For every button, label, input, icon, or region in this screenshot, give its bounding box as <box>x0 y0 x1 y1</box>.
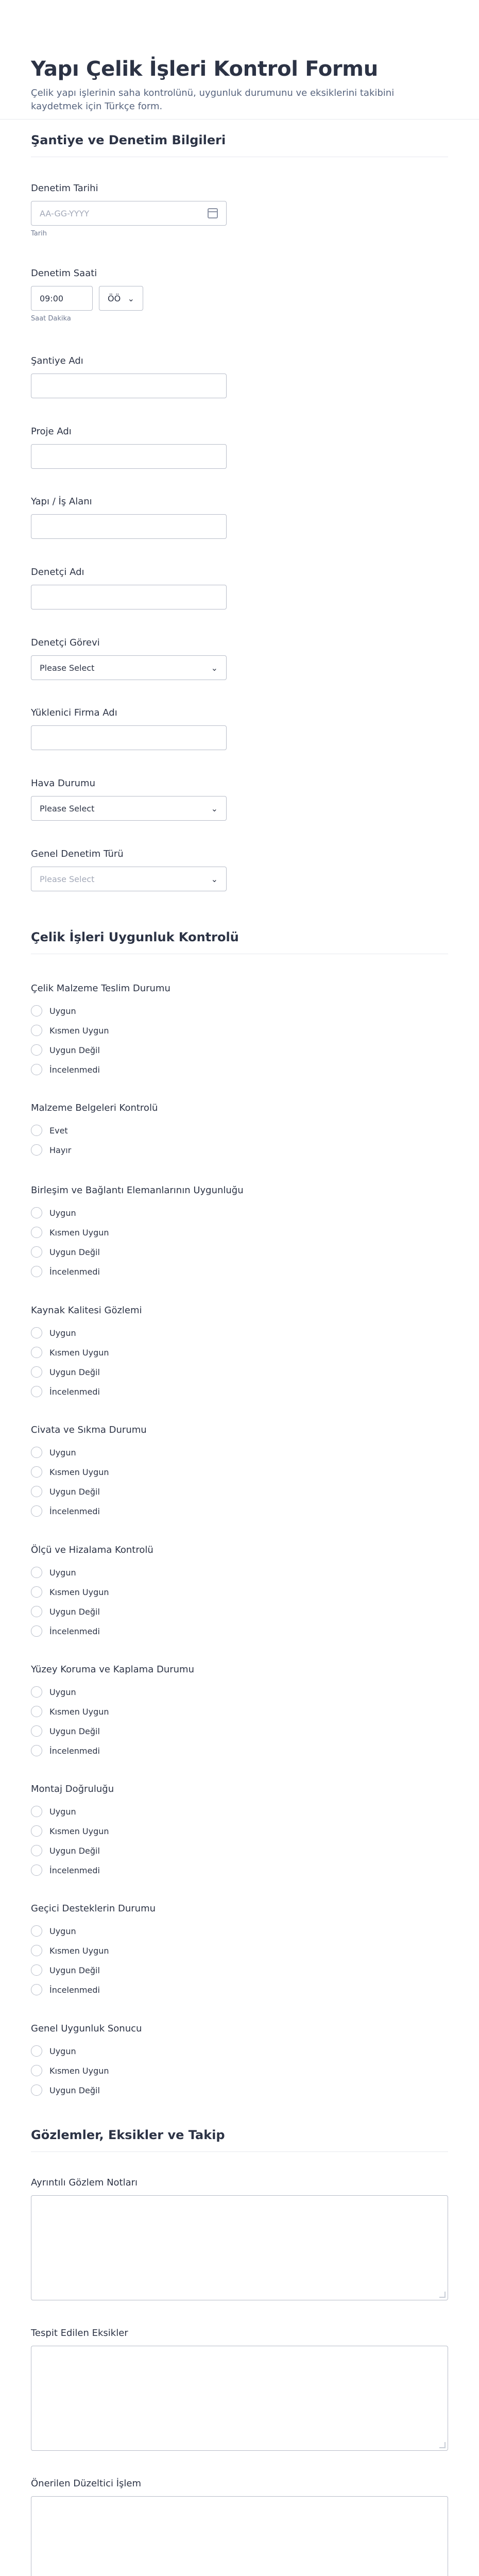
inspector-name-field <box>31 567 227 609</box>
radio-label: Kısmen Uygun <box>49 1227 109 1238</box>
radio-label: Uygun <box>49 1006 76 1016</box>
radio-button[interactable] <box>31 1466 42 1478</box>
field-label: Denetçi Görevi <box>31 637 100 648</box>
radio-option[interactable] <box>31 1921 156 1941</box>
compliance-question <box>31 1784 114 1880</box>
time-input[interactable] <box>31 286 93 311</box>
radio-option[interactable] <box>31 1741 194 1760</box>
radio-option[interactable] <box>31 1262 244 1281</box>
inspector-name-input[interactable] <box>31 585 227 609</box>
radio-button[interactable] <box>31 1505 42 1517</box>
time-value: 09:00 <box>40 293 64 303</box>
field-label: Proje Adı <box>31 426 72 437</box>
radio-option[interactable] <box>31 2080 142 2100</box>
inspection-type-field <box>31 849 227 891</box>
radio-label: Kısmen Uygun <box>49 1706 109 1717</box>
form-title: Yapı Çelik İşleri Kontrol Formu <box>31 57 378 81</box>
inspection-time-field <box>31 268 143 323</box>
work-area-input[interactable] <box>31 514 227 539</box>
radio-label: Uygun Değil <box>49 1845 100 1856</box>
section-title: Gözlemler, Eksikler ve Takip <box>31 2128 225 2142</box>
radio-label: Uygun <box>49 1687 76 1697</box>
radio-label: Uygun Değil <box>49 1247 100 1257</box>
field-label: Birleşim ve Bağlantı Elemanlarının Uygunluğu <box>31 1185 244 1196</box>
field-label: Şantiye Adı <box>31 355 83 366</box>
site-name-input[interactable] <box>31 374 227 398</box>
field-label: Denetim Tarihi <box>31 183 98 194</box>
radio-button[interactable] <box>31 1327 42 1338</box>
radio-button[interactable] <box>31 1266 42 1277</box>
radio-option[interactable] <box>31 1223 244 1242</box>
work-area-field <box>31 496 227 539</box>
radio-option[interactable] <box>31 1563 153 1582</box>
radio-button[interactable] <box>31 1706 42 1717</box>
radio-button[interactable] <box>31 1945 42 1956</box>
radio-option[interactable] <box>31 1802 114 1821</box>
radio-option[interactable] <box>31 1362 142 1382</box>
radio-button[interactable] <box>31 1725 42 1737</box>
radio-button[interactable] <box>31 1625 42 1637</box>
field-label: Denetim Saati <box>31 268 97 279</box>
radio-label: İncelenmedi <box>49 1506 100 1516</box>
radio-button[interactable] <box>31 1486 42 1497</box>
field-label: Kaynak Kalitesi Gözlemi <box>31 1305 142 1316</box>
field-label: Hava Durumu <box>31 778 95 789</box>
inspector-role-select[interactable] <box>31 655 227 680</box>
radio-button[interactable] <box>31 1964 42 1976</box>
radio-button[interactable] <box>31 1347 42 1358</box>
field-label: Denetçi Adı <box>31 567 84 578</box>
radio-label: İncelenmedi <box>49 1985 100 1995</box>
field-label: Ölçü ve Hizalama Kontrolü <box>31 1545 153 1555</box>
radio-label: Kısmen Uygun <box>49 1347 109 1358</box>
compliance-question <box>31 1103 158 1160</box>
radio-label: Uygun Değil <box>49 1045 100 1055</box>
radio-option[interactable] <box>31 1501 147 1521</box>
field-label: Geçici Desteklerin Durumu <box>31 1903 156 1914</box>
field-label: Montaj Doğruluğu <box>31 1784 114 1794</box>
radio-option[interactable] <box>31 1060 170 1079</box>
radio-option[interactable] <box>31 1841 114 1860</box>
notes-textarea[interactable] <box>31 2195 448 2300</box>
radio-label: İncelenmedi <box>49 1745 100 1756</box>
notes-field <box>31 2177 448 2300</box>
radio-option[interactable] <box>31 1621 153 1641</box>
radio-button[interactable] <box>31 1207 42 1218</box>
inspection-type-select[interactable] <box>31 867 227 891</box>
field-label: Genel Uygunluk Sonucu <box>31 2023 142 2034</box>
radio-option[interactable] <box>31 1121 158 1140</box>
chevron-down-icon: ⌄ <box>127 293 134 303</box>
section-title: Çelik İşleri Uygunluk Kontrolü <box>31 930 239 944</box>
ampm-select[interactable] <box>99 286 143 311</box>
contractor-firm-input[interactable] <box>31 725 227 750</box>
compliance-question <box>31 1305 142 1401</box>
radio-option[interactable] <box>31 1140 158 1160</box>
sub-label: Tarih <box>31 230 47 238</box>
calendar-icon[interactable] <box>208 208 218 218</box>
compliance-question <box>31 1903 156 1999</box>
radio-option[interactable] <box>31 1860 114 1880</box>
weather-select[interactable] <box>31 796 227 821</box>
radio-option[interactable] <box>31 1001 170 1021</box>
radio-option[interactable] <box>31 1443 147 1462</box>
radio-label: Uygun Değil <box>49 1486 100 1497</box>
radio-button[interactable] <box>31 1984 42 1995</box>
radio-option[interactable] <box>31 1382 142 1401</box>
radio-option[interactable] <box>31 1482 147 1501</box>
radio-option[interactable] <box>31 1721 194 1741</box>
radio-label: Uygun <box>49 1926 76 1936</box>
contractor-firm-field <box>31 707 227 750</box>
radio-label: Kısmen Uygun <box>49 1587 109 1597</box>
ampm-value: ÖÖ <box>108 293 121 303</box>
field-label: Yüzey Koruma ve Kaplama Durumu <box>31 1664 194 1675</box>
radio-button[interactable] <box>31 1144 42 1156</box>
chevron-down-icon: ⌄ <box>211 663 218 673</box>
compliance-question <box>31 1664 194 1760</box>
field-label: Tespit Edilen Eksikler <box>31 2328 128 2338</box>
sub-label: Saat Dakika <box>31 315 71 323</box>
radio-label: Hayır <box>49 1145 72 1155</box>
radio-label: İncelenmedi <box>49 1386 100 1397</box>
radio-button[interactable] <box>31 1845 42 1856</box>
chevron-down-icon: ⌄ <box>211 874 218 884</box>
radio-button[interactable] <box>31 1825 42 1837</box>
radio-label: Kısmen Uygun <box>49 1945 109 1956</box>
form-description: Çelik yapı işlerinin saha kontrolünü, uygunluk durumunu ve eksiklerini takibini kaydetmek için Türkçe form. <box>31 88 395 112</box>
radio-label: Uygun Değil <box>49 1367 100 1377</box>
radio-button[interactable] <box>31 2065 42 2076</box>
radio-label: Uygun <box>49 1447 76 1458</box>
select-value: Please Select <box>40 663 95 673</box>
radio-option[interactable] <box>31 1203 244 1223</box>
radio-option[interactable] <box>31 1941 156 1960</box>
radio-option[interactable] <box>31 1242 244 1262</box>
site-name-field <box>31 355 227 398</box>
compliance-question <box>31 1185 244 1281</box>
radio-option[interactable] <box>31 1821 114 1841</box>
radio-button[interactable] <box>31 1227 42 1238</box>
compliance-question <box>31 2023 142 2100</box>
radio-button[interactable] <box>31 1686 42 1698</box>
project-name-field <box>31 426 227 469</box>
radio-button[interactable] <box>31 2084 42 2096</box>
radio-label: Uygun <box>49 1567 76 1578</box>
radio-button[interactable] <box>31 1567 42 1578</box>
select-value: Please Select <box>40 803 95 814</box>
radio-option[interactable] <box>31 1702 194 1721</box>
section-heading-compliance <box>31 930 448 954</box>
form-header <box>0 0 479 120</box>
radio-button[interactable] <box>31 1606 42 1617</box>
field-label: Önerilen Düzeltici İşlem <box>31 2478 142 2489</box>
chevron-down-icon: ⌄ <box>211 803 218 814</box>
inspector-role-field <box>31 637 227 680</box>
radio-label: Kısmen Uygun <box>49 1025 109 1036</box>
radio-label: Uygun Değil <box>49 1965 100 1975</box>
field-label: Malzeme Belgeleri Kontrolü <box>31 1103 158 1113</box>
radio-label: Uygun Değil <box>49 2085 100 2095</box>
radio-option[interactable] <box>31 2041 142 2061</box>
section-heading-observations <box>31 2128 448 2152</box>
defects-textarea[interactable] <box>31 2346 448 2451</box>
radio-label: Kısmen Uygun <box>49 1467 109 1477</box>
radio-button[interactable] <box>31 1025 42 1036</box>
compliance-question <box>31 1425 147 1521</box>
radio-button[interactable] <box>31 1366 42 1378</box>
inspection-date-input[interactable] <box>31 201 227 226</box>
radio-option[interactable] <box>31 1040 170 1060</box>
radio-label: Kısmen Uygun <box>49 1826 109 1836</box>
radio-label: İncelenmedi <box>49 1266 100 1277</box>
radio-button[interactable] <box>31 1806 42 1817</box>
radio-label: Uygun <box>49 1208 76 1218</box>
radio-label: Uygun <box>49 1328 76 1338</box>
radio-button[interactable] <box>31 1125 42 1136</box>
radio-button[interactable] <box>31 1586 42 1598</box>
radio-label: Uygun <box>49 2046 76 2056</box>
radio-label: Uygun Değil <box>49 1726 100 1736</box>
inspection-date-field <box>31 183 227 238</box>
radio-button[interactable] <box>31 1745 42 1756</box>
radio-label: İncelenmedi <box>49 1626 100 1636</box>
weather-field <box>31 778 227 821</box>
radio-label: İncelenmedi <box>49 1865 100 1875</box>
radio-option[interactable] <box>31 1582 153 1602</box>
compliance-question <box>31 983 170 1079</box>
compliance-question <box>31 1545 153 1641</box>
radio-button[interactable] <box>31 1044 42 1056</box>
radio-option[interactable] <box>31 1980 156 1999</box>
field-label: Yapı / İş Alanı <box>31 496 92 507</box>
actions-textarea[interactable] <box>31 2496 448 2576</box>
actions-field <box>31 2478 448 2576</box>
section-heading-site <box>31 133 448 157</box>
project-name-input[interactable] <box>31 444 227 469</box>
radio-button[interactable] <box>31 2045 42 2057</box>
radio-button[interactable] <box>31 1005 42 1016</box>
field-label: Yüklenici Firma Adı <box>31 707 117 718</box>
defects-field <box>31 2328 448 2451</box>
radio-button[interactable] <box>31 1865 42 1876</box>
radio-option[interactable] <box>31 2061 142 2080</box>
radio-option[interactable] <box>31 1960 156 1980</box>
radio-option[interactable] <box>31 1323 142 1343</box>
field-label: Genel Denetim Türü <box>31 849 124 859</box>
radio-label: Kısmen Uygun <box>49 2065 109 2076</box>
radio-label: Uygun <box>49 1806 76 1817</box>
radio-button[interactable] <box>31 1386 42 1397</box>
radio-button[interactable] <box>31 1064 42 1075</box>
radio-label: İncelenmedi <box>49 1064 100 1075</box>
date-placeholder: AA-GG-YYYY <box>40 208 90 218</box>
radio-label: Evet <box>49 1125 68 1136</box>
field-label: Çelik Malzeme Teslim Durumu <box>31 983 170 994</box>
radio-button[interactable] <box>31 1246 42 1258</box>
select-value: Please Select <box>40 874 95 884</box>
radio-option[interactable] <box>31 1462 147 1482</box>
radio-option[interactable] <box>31 1021 170 1040</box>
field-label: Civata ve Sıkma Durumu <box>31 1425 147 1435</box>
radio-label: Uygun Değil <box>49 1606 100 1617</box>
radio-option[interactable] <box>31 1343 142 1362</box>
field-label: Ayrıntılı Gözlem Notları <box>31 2177 138 2188</box>
section-title: Şantiye ve Denetim Bilgileri <box>31 133 226 147</box>
radio-option[interactable] <box>31 1602 153 1621</box>
radio-button[interactable] <box>31 1447 42 1458</box>
radio-button[interactable] <box>31 1925 42 1937</box>
radio-option[interactable] <box>31 1682 194 1702</box>
